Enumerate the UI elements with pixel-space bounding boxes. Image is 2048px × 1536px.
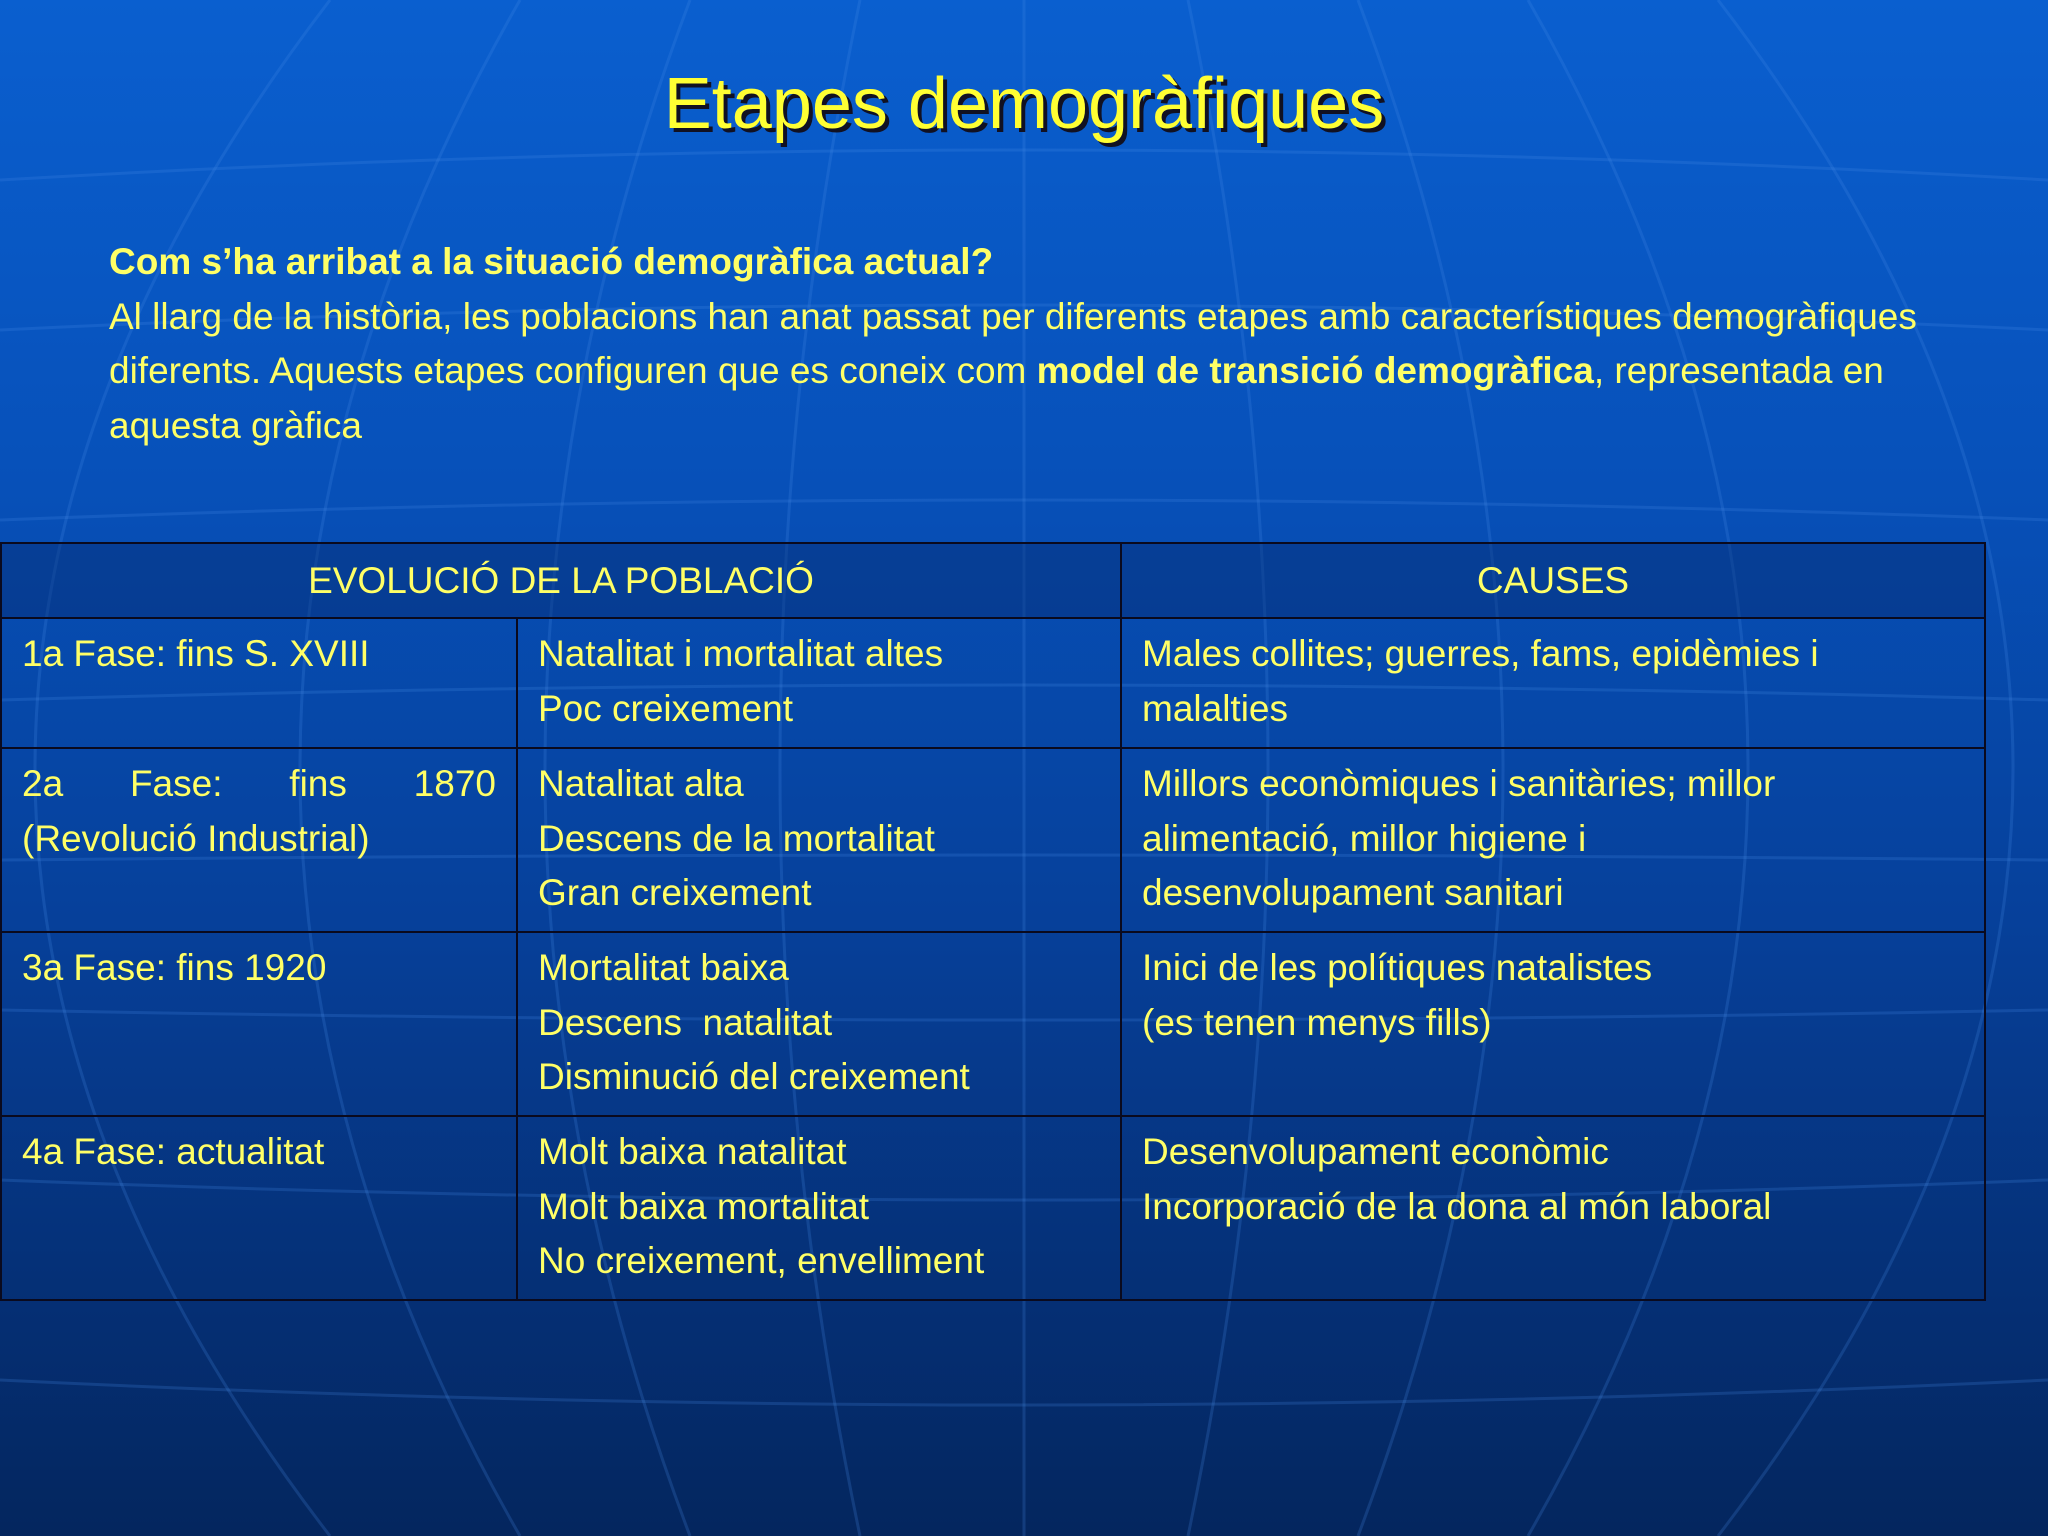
evolution-line: No creixement, envelliment [538, 1240, 985, 1281]
evolution-line: Descens de la mortalitat [538, 817, 935, 859]
causes-line: desenvolupament sanitari [1142, 872, 1564, 913]
phase-cell [1, 932, 517, 1116]
phase-cell [1, 748, 517, 932]
header-causes: CAUSES [1121, 543, 1985, 618]
causes-line: Desenvolupament econòmic [1142, 1131, 1609, 1172]
phase-label-line2: (Revolució Industrial) [22, 817, 370, 859]
evolution-line: Mortalitat baixa [538, 947, 789, 988]
causes-cell [1121, 1116, 1985, 1300]
causes-cell [1121, 618, 1985, 748]
causes-line: Males collites; guerres, fams, epidèmies i [1142, 633, 1819, 674]
evolution-cell [517, 932, 1121, 1116]
causes-line: Incorporació de la dona al món laboral [1142, 1185, 1772, 1227]
evolution-cell [517, 748, 1121, 932]
evolution-line: Disminució del creixement [538, 1056, 970, 1097]
causes-line: malalties [1142, 687, 1288, 729]
evolution-line: Poc creixement [538, 687, 793, 729]
evolution-line: Gran creixement [538, 872, 812, 913]
phase-word: 2a [22, 763, 64, 804]
table-row [1, 932, 1985, 1116]
intro-bold-term: model de transició demogràfica [1036, 350, 1594, 391]
table-row [1, 1116, 1985, 1300]
phase-cell [1, 1116, 517, 1300]
evolution-cell [517, 618, 1121, 748]
phase-label: 1a Fase: fins S. XVIII [22, 633, 370, 674]
phase-label-line1 [22, 757, 496, 812]
causes-cell [1121, 748, 1985, 932]
intro-paragraph [109, 235, 1949, 453]
causes-line: Inici de les polítiques natalistes [1142, 947, 1653, 988]
table-row [1, 618, 1985, 748]
evolution-line: Descens natalitat [538, 1001, 833, 1043]
evolution-line: Molt baixa natalitat [538, 1131, 847, 1172]
table-header-row [1, 543, 1985, 618]
phase-label: 4a Fase: actualitat [22, 1131, 325, 1172]
phase-word: 1870 [413, 763, 496, 804]
intro-text-end: , representada en aquesta gràfica [109, 350, 1884, 446]
slide-title: Etapes demogràfiques [663, 64, 1385, 144]
causes-line: alimentació, millor higiene i [1142, 817, 1587, 859]
causes-cell [1121, 932, 1985, 1116]
intro-question: Com s’ha arribat a la situació demogràfica actual? [109, 241, 994, 282]
phase-word: Fase: [129, 763, 223, 804]
phase-label: 3a Fase: fins 1920 [22, 947, 327, 988]
phase-cell [1, 618, 517, 748]
table-row [1, 748, 1985, 932]
demographic-phases-table [0, 542, 1986, 1301]
evolution-line: Natalitat i mortalitat altes [538, 633, 944, 674]
intro-text: Al llarg de la història, les poblacions han anat passat per diferents etapes amb característiques demogràfiques diferents. Aquests etapes configuren que es coneix com [109, 295, 1917, 391]
evolution-line: Natalitat alta [538, 763, 744, 804]
evolution-cell [517, 1116, 1121, 1300]
causes-line: (es tenen menys fills) [1142, 1001, 1492, 1043]
phase-word: fins [289, 763, 347, 804]
evolution-line: Molt baixa mortalitat [538, 1185, 870, 1227]
header-evolution: EVOLUCIÓ DE LA POBLACIÓ [1, 543, 1121, 618]
causes-line: Millors econòmiques i sanitàries; millor [1142, 763, 1776, 804]
